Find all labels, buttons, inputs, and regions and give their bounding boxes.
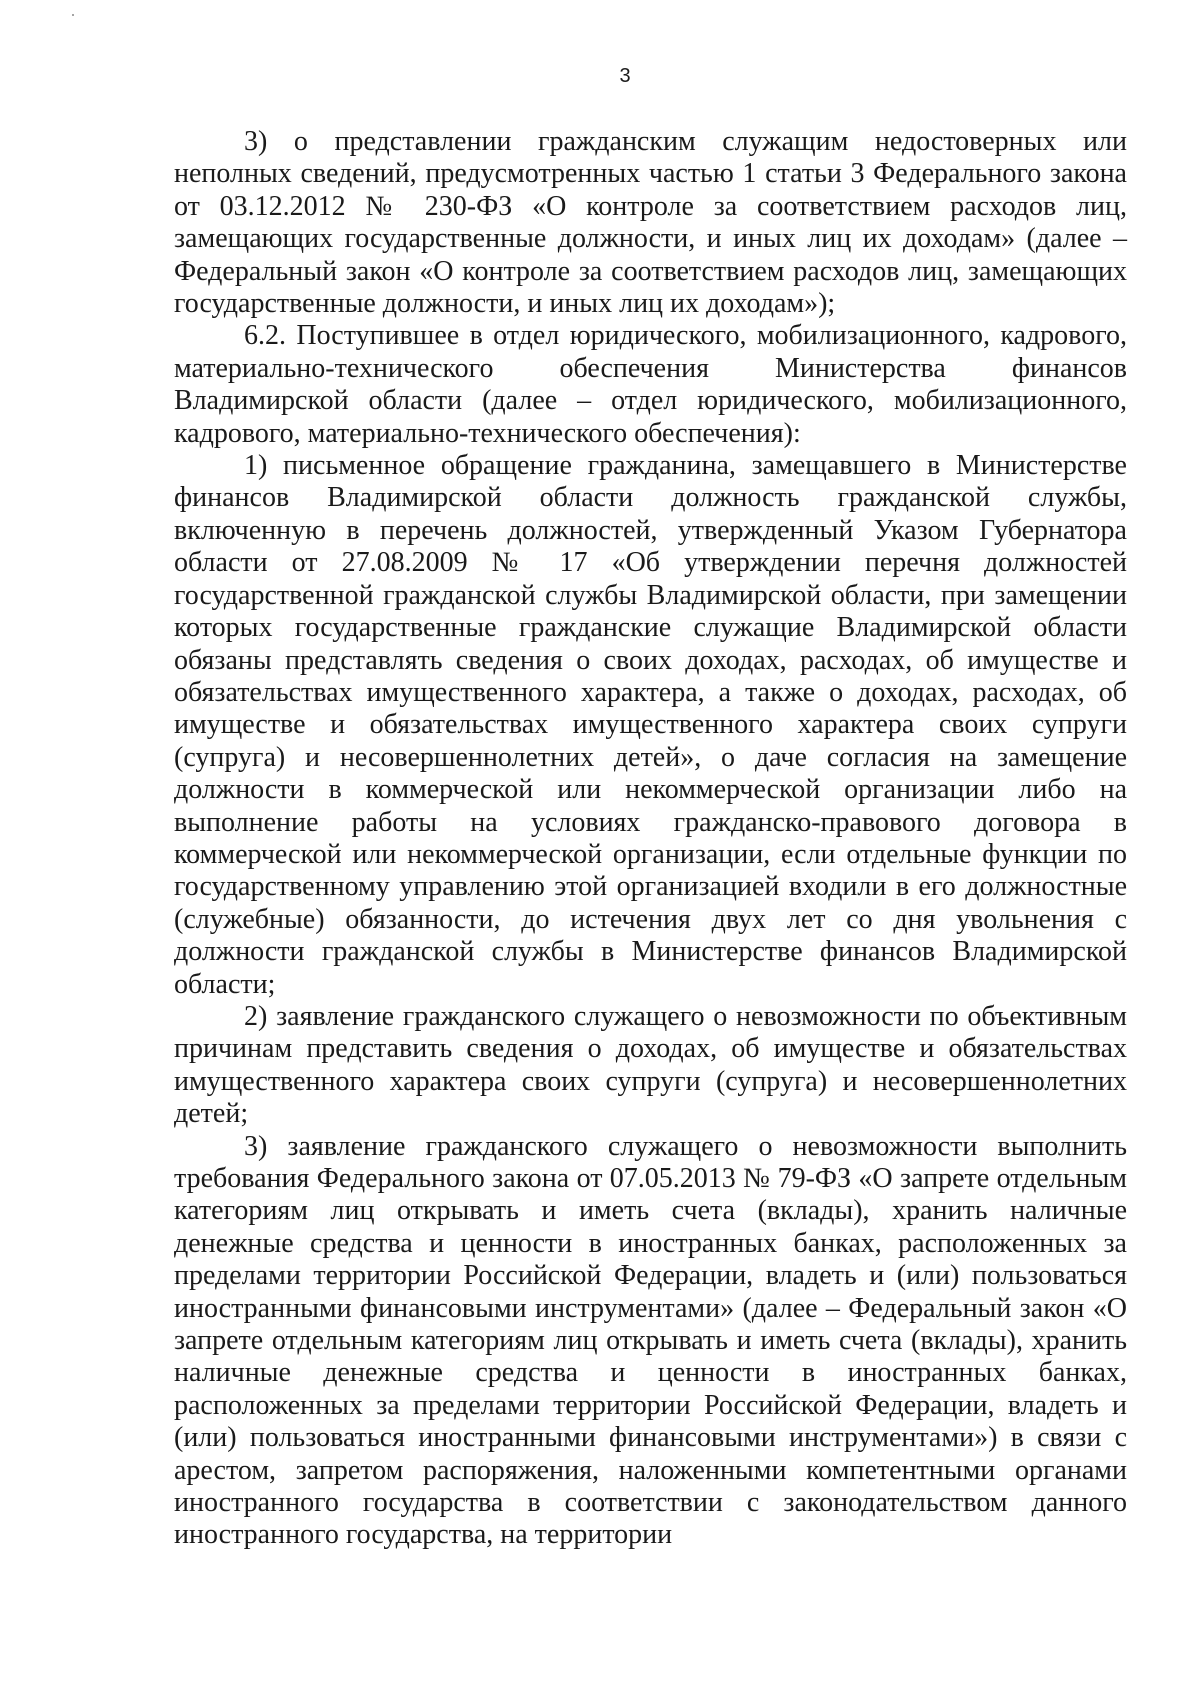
paragraph-item-3-false-information: 3) о представлении гражданским служащим недостоверных или неполных сведений, предусмотренных частью 1 статьи 3 Федерального закона от 03.12.2012 № 230-ФЗ «О контроле за соответствием расходов лиц, замещающих государственные должности, и иных лиц их доходам» (далее – Федеральный закон «О контроле за соответствием расходов лиц, замещающих государственные должности, и иных лиц их доходам»); (174, 126, 1127, 320)
paragraph-item-2-statement-spouse-income: 2) заявление гражданского служащего о невозможности по объективным причинам представить сведения о доходах, об имуществе и обязательствах имущественного характера своих супруги (супруга) и несовершеннолетних детей; (174, 1000, 1127, 1130)
page-number: 3 (619, 65, 631, 87)
scan-speck (72, 14, 74, 16)
document-body (174, 126, 1127, 1552)
paragraph-item-1-written-appeal: 1) письменное обращение гражданина, замещавшего в Министерстве финансов Владимирской области должность гражданской службы, включенную в перечень должностей, утвержденный Указом Губернатора области от 27.08.2009 № 17 «Об утверждении перечня должностей государственной гражданской службы Владимирской области, при замещении которых государственные гражданские служащие Владимирской области обязаны представлять сведения о своих доходах, расходах, об имуществе и обязательствах имущественного характера, а также о доходах, расходах, об имуществе и обязательствах имущественного характера своих супруги (супруга) и несовершеннолетних детей», о даче согласия на замещение должности в коммерческой или некоммерческой организации либо на выполнение работы на условиях гражданско-правового договора в коммерческой или некоммерческой организации, если отдельные функции по государственному управлению этой организацией входили в его должностные (служебные) обязанности, до истечения двух лет со дня увольнения с должности гражданской службы в Министерстве финансов Владимирской области; (174, 450, 1127, 1000)
paragraph-item-3-statement-foreign-accounts: 3) заявление гражданского служащего о невозможности выполнить требования Федерального закона от 07.05.2013 № 79-ФЗ «О запрете отдельным категориям лиц открывать и иметь счета (вклады), хранить наличные денежные средства и ценности в иностранных банках, расположенных за пределами территории Российской Федерации, владеть и (или) пользоваться иностранными финансовыми инструментами» (далее – Федеральный закон «О запрете отдельным категориям лиц открывать и иметь счета (вклады), хранить наличные денежные средства и ценности в иностранных банках, расположенных за пределами территории Российской Федерации, владеть и (или) пользоваться иностранными финансовыми инструментами») в связи с арестом, запретом распоряжения, наложенными компетентными органами иностранного государства в соответствии с законодательством данного иностранного государства, на территории (174, 1130, 1127, 1551)
paragraph-section-6-2: 6.2. Поступившее в отдел юридического, мобилизационного, кадрового, материально-технического обеспечения Министерства финансов Владимирской области (далее – отдел юридического, мобилизационного, кадрового, материально-технического обеспечения): (174, 320, 1127, 449)
